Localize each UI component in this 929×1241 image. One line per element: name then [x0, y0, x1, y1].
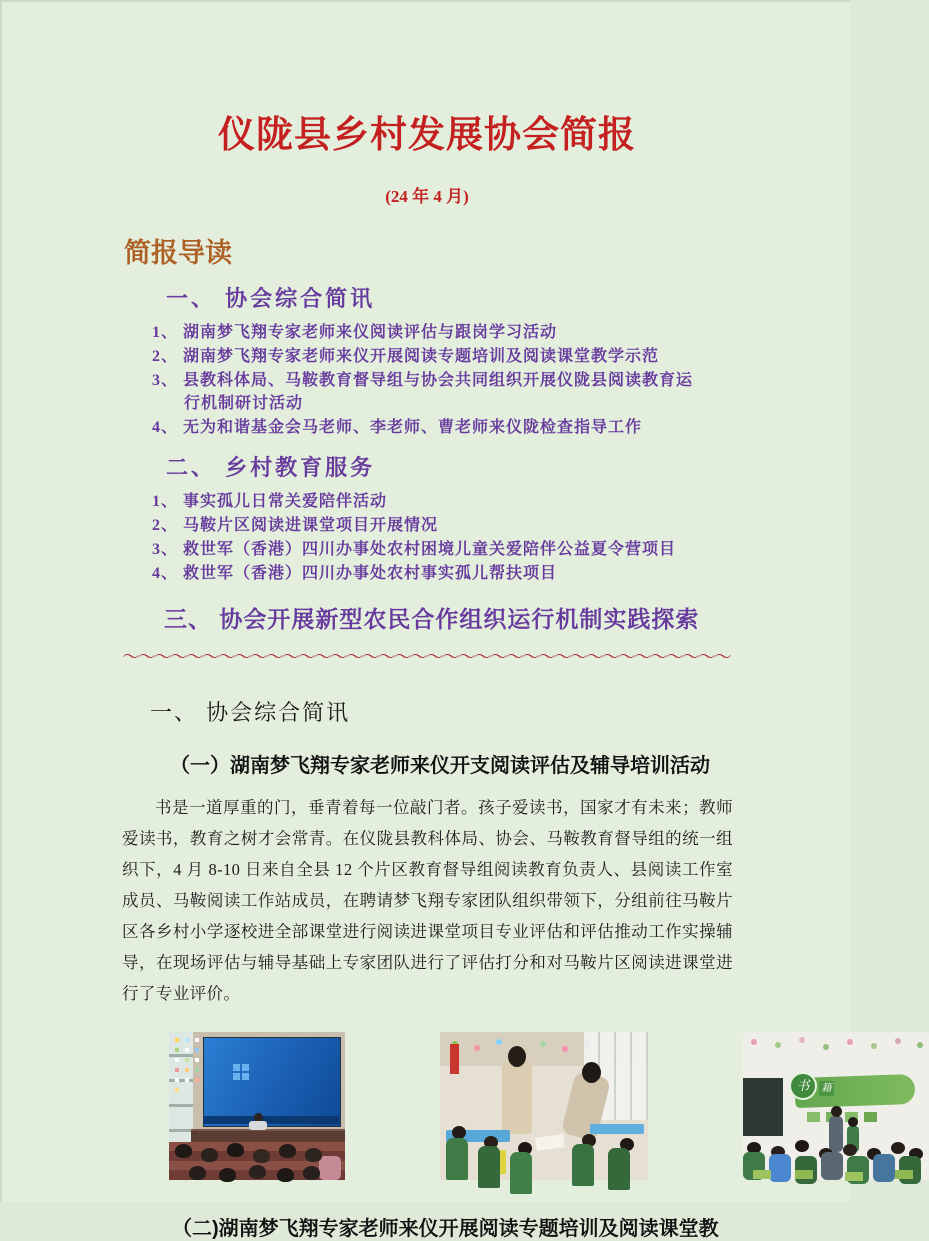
teacher-figure-icon	[829, 1116, 843, 1152]
toc-section-2-title: 二、 乡村教育服务	[166, 455, 376, 480]
toc-section-1-title: 一、 协会综合简讯	[166, 286, 376, 311]
article-subsection-2-heading: （二)湖南梦飞翔专家老师来仪开展阅读专题培训及阅读课堂教	[172, 1218, 719, 1240]
pupil-head-icon	[848, 1117, 858, 1127]
pupil-figure-icon	[847, 1126, 859, 1152]
decoration-dots-icon	[751, 1039, 757, 1045]
teacher-head-icon	[508, 1046, 526, 1067]
photo-classroom-banner	[743, 1032, 929, 1180]
page-content	[2, 104, 850, 1241]
desktop-icons-icon	[175, 1038, 179, 1042]
red-flag-icon	[450, 1044, 459, 1074]
article-paragraph: 书是一道厚重的门，垂青着每一位敲门者。孩子爱读书，国家才有未来；教师爱读书，教育之树才会常青。在仪陇县教科体局、协会、马鞍教育督导组的统一组织下，4 月 8-10 日来自全县 12 个片区教育督导组阅读教育负责人、县阅读工作室成员、马鞍阅读工作站成员，在聘请梦飞翔专家团队组织带领下，分组前往马鞍片区各乡村小学逐校进全部课堂进行阅读进课堂项目专业评估和评估推动工作实操辅导，在现场评估与辅导基础上专家团队进行了评估打分和对马鞍片区阅读进课堂进行了专业评价。	[122, 798, 733, 1003]
photo-classroom-coaching	[440, 1032, 648, 1180]
toc-item: 1、 湖南梦飞翔专家老师来仪阅读评估与跟岗学习活动	[152, 324, 558, 341]
toc-item: 3、 救世军（香港）四川办事处农村困境儿童关爱陪伴公益夏令营项目	[152, 541, 677, 558]
page-title: 仪陇县乡村发展协会简报	[218, 114, 636, 155]
audience-heads-icon	[175, 1144, 192, 1158]
article-subsection-1-heading: （一）湖南梦飞翔专家老师来仪开支阅读评估及辅导培训活动	[170, 755, 710, 777]
desk-icon	[590, 1124, 644, 1134]
article-section-heading: 一、 协会综合简讯	[150, 700, 351, 725]
toc-item: 4、 救世军（香港）四川办事处农村事实孤儿帮扶项目	[152, 565, 558, 582]
toc-section-1-list	[152, 321, 704, 439]
toc-header: 简报导读	[124, 238, 232, 268]
wavy-separator: ～～～～～～～～～～～～～～～～～～～～～～～～～～～～～～～～～～～～～～	[122, 647, 730, 668]
book-badge-icon: 书	[789, 1072, 817, 1100]
led-screen-icon	[203, 1037, 341, 1127]
toc-item: 2、 马鞍片区阅读进课堂项目开展情况	[152, 517, 439, 534]
teacher-figure-icon	[502, 1058, 532, 1134]
taskbar-icon	[203, 1116, 339, 1124]
toc-item: 2、 湖南梦飞翔专家老师来仪开展阅读专题培训及阅读课堂教学示范	[152, 348, 660, 365]
blackboard-icon	[743, 1078, 783, 1136]
speaker-body-icon	[249, 1121, 267, 1130]
toc-section-3-title: 三、 协会开展新型农民合作组织运行机制实践探索	[164, 606, 700, 632]
toc-item: 3、 县教科体局、马鞍教育督导组与协会共同组织开展仪陇县阅读教育运行机制研讨活动	[152, 372, 694, 412]
issue-date: (24 年 4 月)	[385, 187, 469, 206]
photo-strip	[129, 1016, 832, 1196]
toc-section-2-list	[152, 490, 704, 585]
audience-member-icon	[319, 1156, 341, 1180]
window-icon	[169, 1032, 193, 1152]
book-icon	[490, 1150, 506, 1174]
banner-leaves-icon	[807, 1112, 820, 1122]
student-bodies-icon	[446, 1138, 468, 1180]
teacher-head-icon	[582, 1062, 601, 1083]
toc-item: 4、 无为和谐基金会马老师、李老师、曹老师来仪陇检查指导工作	[152, 419, 643, 436]
windows-logo-icon	[233, 1064, 240, 1071]
photo-lecture-hall	[169, 1032, 345, 1180]
toc-item: 1、 事实孤儿日常关爱陪伴活动	[152, 493, 388, 510]
teacher-head-icon	[831, 1106, 842, 1117]
book-badge-icon: 籍	[819, 1081, 834, 1096]
paper-icon	[535, 1134, 565, 1151]
chairs-icon	[753, 1170, 771, 1179]
